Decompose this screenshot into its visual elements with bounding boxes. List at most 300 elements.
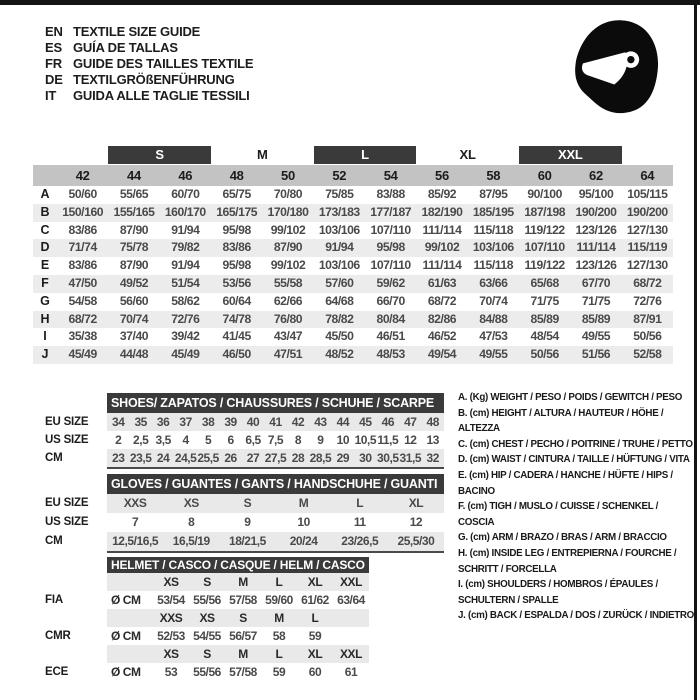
table-cell: 51/56	[581, 347, 611, 362]
table-cell: 23,5	[129, 451, 152, 465]
table-cell: 49/55	[479, 347, 508, 362]
table-cell: 57/58	[229, 593, 257, 607]
table-cell: 27	[246, 451, 260, 465]
helmet-cells	[107, 609, 369, 627]
shoes-cells	[107, 413, 444, 431]
table-cell: 45/50	[325, 329, 354, 344]
table-cell: 6,5	[245, 433, 261, 447]
legend-item: J. (cm) BACK / ESPALDA / DOS / ZURÜCK / INDIETRO	[458, 610, 694, 622]
helmet-cells	[107, 573, 369, 591]
row-label: CM	[45, 535, 63, 547]
helmet-title-bar: HELMET / CASCO / CASQUE / HELM / CASCO	[107, 557, 369, 573]
table-cell: 6	[227, 433, 234, 447]
table-cell: 31,5	[399, 451, 422, 465]
gloves-section	[33, 474, 444, 553]
table-cell: 99/102	[270, 258, 306, 273]
table-cell: 123/126	[575, 222, 617, 237]
table-cell: 80/84	[376, 311, 405, 326]
table-cell: 26	[224, 451, 237, 465]
table-cell: 2	[115, 433, 122, 447]
numeric-size: 46	[178, 168, 193, 183]
shoes-rows	[33, 413, 444, 467]
table-cell: Ø CM	[111, 629, 141, 643]
table-cell: XXL	[340, 575, 362, 589]
numeric-size: 48	[229, 168, 244, 183]
table-cell: 119/122	[524, 222, 565, 237]
table-cell: 59/60	[265, 593, 293, 607]
table-cell: 35/38	[68, 329, 97, 344]
table-cell: 59	[308, 629, 322, 643]
row-letter: C	[40, 222, 50, 237]
table-cell: 39	[224, 415, 237, 429]
row-label	[33, 573, 107, 591]
size-band-l: L	[314, 146, 417, 164]
language-code: EN	[45, 24, 63, 39]
table-cell: 18/21,5	[228, 534, 266, 548]
table-cell: 34	[112, 415, 125, 429]
table-cell: 49/55	[581, 329, 611, 344]
table-cell: 12	[404, 433, 417, 447]
legend-item: H. (cm) INSIDE LEG / ENTREPIERNA / FOURCHE / SCHRITT / FORCELLA	[458, 547, 677, 575]
table-cell: 103/106	[318, 258, 360, 273]
table-cell: 127/130	[626, 222, 668, 237]
table-cell: 47/53	[479, 329, 508, 344]
table-cell: 107/110	[524, 240, 565, 255]
table-cell: 28,5	[309, 451, 332, 465]
table-cell: 87/91	[633, 311, 662, 326]
table-cell: 173/183	[318, 204, 360, 219]
helmet-cells	[107, 591, 369, 609]
table-cell: 74/78	[222, 311, 251, 326]
table-cell: 55/56	[193, 593, 221, 607]
table-cell: 72/76	[171, 311, 200, 326]
table-row	[33, 346, 673, 364]
row-label: US SIZE	[45, 434, 89, 446]
table-cell: 61/63	[427, 275, 457, 290]
table-cell: 54/58	[68, 293, 97, 308]
table-cell: 99/102	[424, 240, 460, 255]
table-cell: 39/42	[171, 329, 200, 344]
table-cell: 38	[201, 415, 215, 429]
size-band-xxl: XXL	[519, 146, 622, 164]
table-cell: 25,5	[197, 451, 219, 465]
table-cell: 67/70	[581, 275, 611, 290]
table-cell: 111/114	[576, 240, 616, 255]
table-cell: 83/86	[222, 240, 251, 255]
table-cell: 50/60	[68, 187, 97, 201]
shoes-cells	[107, 431, 444, 449]
row-label: EU SIZE	[45, 416, 89, 428]
helmet-cells	[107, 645, 369, 663]
row-label: FIA	[45, 594, 63, 606]
table-cell: 82/86	[427, 311, 457, 326]
table-row	[33, 275, 673, 293]
table-cell: 123/126	[575, 258, 617, 273]
table-cell: 87/90	[273, 240, 303, 255]
table-cell	[333, 609, 369, 627]
table-cell: M	[298, 496, 309, 510]
legend-item: B. (cm) HEIGHT / ALTURA / HAUTEUR / HÖHE / ALTEZZA	[458, 407, 664, 435]
table-cell: 107/110	[370, 258, 411, 273]
size-band-m: M	[257, 147, 268, 162]
table-cell: 37	[179, 415, 192, 429]
table-cell: 190/200	[626, 204, 668, 219]
row-label	[33, 645, 107, 663]
row-letter: G	[40, 293, 50, 308]
table-cell: M	[238, 647, 248, 661]
language-label: GUIDA ALLE TAGLIE TESSILI	[73, 88, 250, 103]
table-cell: 78/82	[325, 311, 354, 326]
table-row	[33, 328, 673, 346]
table-cell: 37/40	[119, 329, 149, 344]
table-cell: S	[203, 647, 211, 661]
table-cell: 52/58	[633, 347, 662, 362]
table-cell: 46/50	[222, 347, 251, 362]
table-cell: 53/56	[222, 275, 251, 290]
table-row	[33, 257, 673, 275]
table-cell: 8	[294, 433, 302, 447]
gloves-cells	[107, 513, 444, 532]
legend-item: G. (cm) ARM / BRAZO / BRAS / ARM / BRACCIO	[458, 532, 667, 544]
table-cell: 105/115	[627, 187, 668, 201]
table-cell: 58	[272, 629, 286, 643]
table-cell: 72/76	[633, 293, 662, 308]
table-cell: 11	[353, 515, 366, 529]
helmet-row	[33, 609, 444, 627]
table-cell: 71/75	[581, 293, 611, 308]
table-cell: 61/62	[301, 593, 329, 607]
table-cell: 9	[317, 433, 324, 447]
table-cell	[107, 573, 153, 591]
table-cell: 44/48	[119, 347, 149, 362]
numeric-size: 50	[281, 168, 295, 183]
table-cell: 13	[426, 433, 439, 447]
table-cell: L	[275, 647, 283, 661]
table-cell: 182/190	[421, 204, 463, 219]
numeric-size: 42	[75, 168, 90, 183]
table-cell: 87/90	[119, 258, 149, 273]
table-cell: 42	[291, 415, 305, 429]
table-cell: 30	[359, 451, 372, 465]
table-cell: 47	[404, 415, 417, 429]
table-cell: XS	[199, 611, 215, 625]
gloves-row	[33, 513, 444, 532]
table-cell: XL	[408, 496, 424, 510]
table-cell: 30,5	[377, 451, 399, 465]
table-cell: 53	[164, 665, 178, 679]
language-code: FR	[45, 56, 62, 71]
table-cell: 11,5	[377, 433, 399, 447]
table-cell: 155/165	[113, 204, 155, 219]
gloves-row	[33, 532, 444, 551]
table-cell: 46/51	[376, 329, 405, 344]
shoes-cells	[107, 449, 444, 467]
table-cell: 47/51	[273, 347, 303, 362]
table-cell: 185/195	[472, 204, 514, 219]
legend-item: A. (Kg) WEIGHT / PESO / POIDS / GEWITCH / PESO	[458, 392, 683, 403]
table-row	[33, 186, 673, 204]
language-code: IT	[45, 88, 57, 103]
table-cell: 64/68	[325, 293, 354, 308]
table-cell: 165/175	[216, 204, 258, 219]
numeric-size-row	[33, 165, 673, 186]
language-row	[45, 72, 253, 88]
size-band-row	[33, 146, 673, 164]
row-label: CMR	[45, 630, 71, 642]
table-row	[33, 222, 673, 240]
table-cell: 99/102	[270, 222, 306, 237]
table-cell: M	[274, 611, 284, 625]
table-cell: 115/118	[473, 258, 514, 273]
table-cell: XXS	[123, 496, 147, 510]
helmet-row	[33, 627, 444, 645]
language-code: ES	[45, 40, 62, 55]
size-table-body	[33, 186, 673, 364]
table-cell: 35	[134, 415, 147, 429]
table-cell: 95/98	[376, 240, 405, 255]
table-cell: 55/65	[119, 187, 149, 201]
table-cell: 46	[381, 415, 395, 429]
table-cell: 75/85	[325, 187, 354, 201]
row-label: US SIZE	[45, 516, 89, 528]
table-cell: 160/170	[164, 204, 206, 219]
table-cell: 60/64	[222, 293, 251, 308]
table-cell: 16,5/19	[172, 534, 210, 548]
language-row	[45, 24, 253, 40]
table-cell: 7	[131, 515, 139, 529]
table-cell: 91/94	[171, 258, 200, 273]
table-cell: 75/78	[119, 240, 149, 255]
numeric-size: 58	[486, 168, 501, 183]
table-cell: L	[275, 575, 283, 589]
table-cell: 85/89	[530, 311, 559, 326]
numeric-size: 44	[127, 168, 141, 183]
legend-item: F. (cm) TIGH / MUSLO / CUISSE / SCHENKEL / COSCIA	[458, 501, 659, 528]
language-label: TEXTILGRÖßENFÜHRUNG	[73, 72, 235, 87]
table-row	[33, 293, 673, 311]
table-cell: 55/58	[273, 275, 303, 290]
racing-helmet-icon	[572, 16, 664, 123]
table-cell: 23	[112, 451, 125, 465]
language-label: GUÍA DE TALLAS	[73, 40, 178, 55]
table-cell: 49/54	[427, 347, 457, 362]
language-row	[45, 88, 253, 104]
table-cell: Ø CM	[111, 593, 141, 607]
row-letter: I	[43, 329, 47, 344]
table-row	[33, 239, 673, 257]
helmet-row	[33, 591, 444, 609]
row-letter: A	[40, 187, 50, 201]
table-cell: XL	[307, 647, 323, 661]
shoes-title-bar: SHOES/ ZAPATOS / CHAUSSURES / SCHUHE / SCARPE	[107, 393, 444, 413]
table-cell: 91/94	[171, 222, 200, 237]
table-row	[33, 311, 673, 329]
shoes-section	[33, 393, 444, 469]
language-label: GUIDE DES TAILLES TEXTILE	[73, 56, 254, 71]
table-cell: 48/52	[325, 347, 354, 362]
table-cell: 95/98	[222, 258, 251, 273]
numeric-size: 54	[383, 168, 398, 183]
row-label	[33, 609, 107, 627]
table-cell: 187/198	[524, 204, 566, 219]
table-cell: 43/47	[273, 329, 303, 344]
table-cell: 32	[426, 451, 439, 465]
shoes-bottom-rule	[107, 467, 444, 469]
table-cell: 150/160	[62, 204, 104, 219]
row-letter: H	[40, 311, 50, 326]
table-cell: 115/119	[627, 240, 668, 255]
legend-item: E. (cm) HIP / CADERA / HANCHE / HÜFTE / HIPS / BACINO	[458, 469, 673, 497]
table-cell: 83/86	[68, 258, 97, 273]
table-cell: 56/60	[119, 293, 149, 308]
table-cell: 63/64	[337, 593, 365, 607]
shoes-row	[33, 413, 444, 431]
legend-item: D. (cm) WAIST / CINTURA / TAILLE / HÜFTUNG / VITA	[458, 454, 690, 466]
table-cell: 68/72	[633, 275, 662, 290]
table-cell: 61	[344, 665, 358, 679]
table-cell: 76/80	[273, 311, 303, 326]
table-cell	[107, 609, 153, 627]
table-cell: 44	[336, 415, 350, 429]
language-row	[45, 56, 253, 72]
table-cell: 107/110	[370, 222, 411, 237]
top-border-line	[0, 0, 700, 5]
table-cell: S	[203, 575, 211, 589]
table-cell: 10,5	[354, 433, 377, 447]
table-cell: 83/88	[376, 187, 405, 201]
row-letter: B	[40, 204, 50, 219]
table-cell: 5	[204, 433, 212, 447]
table-cell: 65/68	[530, 275, 559, 290]
table-cell: 40	[246, 415, 260, 429]
table-cell: 25,5/30	[397, 534, 435, 548]
table-cell: 84/88	[479, 311, 508, 326]
row-label: EU SIZE	[45, 497, 89, 509]
table-cell: 111/114	[422, 258, 462, 273]
numeric-size: 60	[537, 168, 552, 183]
row-label: ECE	[45, 666, 69, 678]
table-cell: 23/26,5	[341, 534, 379, 548]
table-cell: M	[238, 575, 248, 589]
table-cell: 7,5	[267, 433, 284, 447]
table-cell: 68/72	[68, 311, 97, 326]
table-row	[33, 204, 673, 222]
table-cell: 127/130	[626, 258, 668, 273]
table-cell: 71/75	[530, 293, 559, 308]
table-cell: 54/55	[193, 629, 221, 643]
table-cell: 85/89	[581, 311, 611, 326]
table-cell: 10	[336, 433, 350, 447]
measurement-legend	[458, 390, 694, 624]
gloves-title-bar: GLOVES / GUANTES / GANTS / HANDSCHUHE / GUANTI	[107, 474, 444, 494]
table-cell: 45/49	[68, 347, 97, 362]
table-cell: 50/56	[633, 329, 662, 344]
table-cell: 79/82	[171, 240, 200, 255]
gloves-rows	[33, 494, 444, 551]
table-cell: 111/114	[422, 222, 462, 237]
table-cell: 53/54	[157, 593, 185, 607]
textile-size-table	[33, 146, 673, 364]
helmet-rows	[33, 573, 444, 681]
table-cell: 90/100	[527, 187, 562, 201]
table-cell: 27,5	[264, 451, 287, 465]
table-cell	[333, 627, 369, 645]
table-cell: XXL	[340, 647, 362, 661]
table-cell: XS	[163, 575, 179, 589]
table-cell: 56/57	[229, 629, 257, 643]
language-label: TEXTILE SIZE GUIDE	[73, 24, 201, 39]
table-cell: XXS	[159, 611, 183, 625]
legend-item: I. (cm) SHOULDERS / HOMBROS / ÉPAULES / SCHULTERN / SPALLE	[458, 579, 658, 606]
table-cell: 48/53	[376, 347, 405, 362]
table-cell: L	[356, 496, 364, 510]
table-cell: 28	[291, 451, 305, 465]
table-cell: XS	[183, 496, 199, 510]
table-cell: 103/106	[318, 222, 360, 237]
helmet-row	[33, 573, 444, 591]
table-cell: 62/66	[273, 293, 303, 308]
row-letter: D	[40, 240, 50, 255]
table-cell: 20/24	[289, 534, 318, 548]
table-cell: 29	[336, 451, 350, 465]
helmet-section	[33, 557, 444, 681]
language-code: DE	[45, 72, 63, 87]
helmet-row	[33, 663, 444, 681]
table-cell: 49/52	[119, 275, 149, 290]
table-cell: 58/62	[171, 293, 200, 308]
numeric-size-corner	[33, 165, 57, 186]
table-cell: 60/70	[171, 187, 200, 201]
table-cell: 83/86	[68, 222, 97, 237]
table-cell: 4	[182, 433, 189, 447]
table-cell: 55/56	[193, 665, 221, 679]
shoes-row	[33, 431, 444, 449]
row-label: CM	[45, 452, 63, 464]
table-cell: 60	[308, 665, 322, 679]
gloves-row	[33, 494, 444, 513]
table-cell: L	[311, 611, 319, 625]
table-cell: 85/92	[427, 187, 457, 201]
table-cell: 43	[314, 415, 327, 429]
table-cell: 52/53	[157, 629, 185, 643]
table-cell: 48/54	[530, 329, 559, 344]
right-border-line	[694, 0, 697, 700]
table-cell: 59/62	[376, 275, 405, 290]
row-letter: E	[40, 258, 50, 273]
table-cell: 71/74	[68, 240, 97, 255]
numeric-size: 52	[332, 168, 347, 183]
table-cell: 10	[297, 515, 310, 529]
table-cell: 63/66	[479, 275, 508, 290]
table-cell: 2,5	[133, 433, 149, 447]
numeric-size: 56	[435, 168, 449, 183]
table-cell: XS	[163, 647, 179, 661]
table-cell: 95/100	[578, 187, 614, 201]
table-cell: 36	[156, 415, 170, 429]
table-cell: 59	[272, 665, 286, 679]
table-cell: 70/74	[479, 293, 508, 308]
table-cell: 87/95	[479, 187, 508, 201]
table-cell: S	[243, 496, 252, 510]
table-cell: 119/122	[524, 258, 565, 273]
table-cell: S	[239, 611, 247, 625]
table-cell: 9	[244, 515, 251, 529]
table-cell: 95/98	[222, 222, 251, 237]
shoes-row	[33, 449, 444, 467]
gloves-bottom-rule	[107, 551, 444, 553]
row-letter: F	[41, 275, 49, 290]
table-cell	[107, 645, 153, 663]
